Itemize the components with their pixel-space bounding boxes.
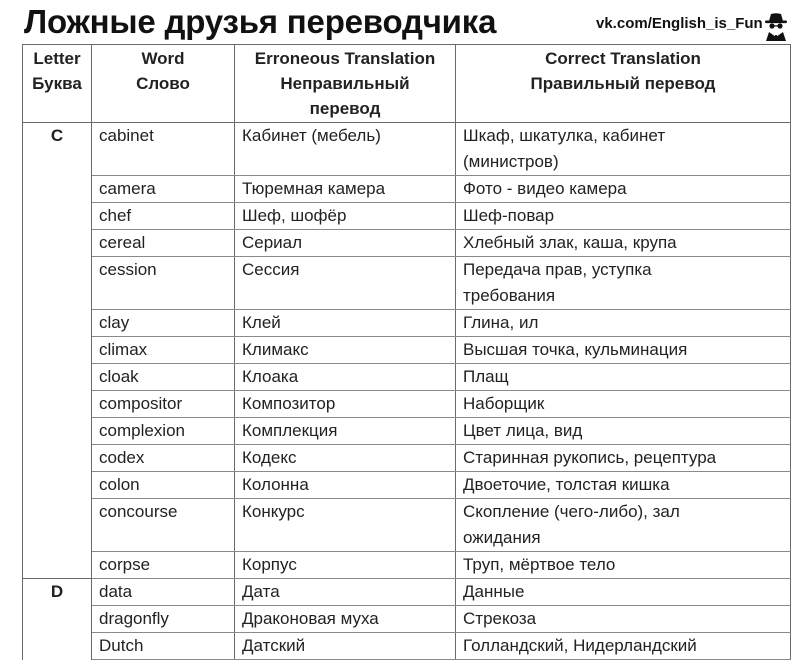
page-title: Ложные друзья переводчика [24,3,497,40]
header-line: Correct Translation [545,49,701,68]
correct-translation-cell [456,499,791,552]
erroneous-translation-cell: Корпус [235,552,456,579]
word-cell: dragonfly [92,606,235,633]
erroneous-translation-cell: Кодекс [235,445,456,472]
erroneous-translation-cell: Комплекция [235,418,456,445]
erroneous-translation-cell: Шеф, шофёр [235,203,456,230]
correct-translation-line: ожидания [463,528,541,547]
word-cell: corpse [92,552,235,579]
erroneous-translation-cell: Колонна [235,472,456,499]
correct-translation-line: Старинная рукопись, рецептура [463,448,717,467]
correct-translation-line: Труп, мёртвое тело [463,555,616,574]
erroneous-translation-cell: Датский [235,633,456,660]
word-cell: complexion [92,418,235,445]
correct-translation-line: Данные [463,582,525,601]
table-header-row [23,45,791,123]
word-cell: Dutch [92,633,235,660]
word-cell: chef [92,203,235,230]
correct-translation-cell [456,257,791,310]
table-row [23,123,791,176]
site-link[interactable]: vk.com/English_is_Fun [596,15,763,32]
correct-translation-cell [456,123,791,176]
erroneous-translation-cell: Тюремная камера [235,176,456,203]
table-row [23,257,791,310]
correct-translation-cell [456,391,791,418]
correct-translation-line: Высшая точка, кульминация [463,340,688,359]
table-row [23,418,791,445]
word-cell: data [92,579,235,606]
word-cell: cabinet [92,123,235,176]
erroneous-translation-cell: Конкурс [235,499,456,552]
table-row [23,310,791,337]
header-line: Letter [33,49,81,68]
word-cell: concourse [92,499,235,552]
table-row [23,499,791,552]
correct-translation-line: Передача прав, уступка [463,260,652,279]
word-cell: cereal [92,230,235,257]
correct-translation-cell [456,230,791,257]
table-row [23,203,791,230]
erroneous-translation-cell: Драконовая муха [235,606,456,633]
erroneous-translation-cell: Клоака [235,364,456,391]
correct-translation-line: Скопление (чего-либо), зал [463,502,680,521]
correct-translation-cell [456,552,791,579]
correct-translation-cell [456,472,791,499]
column-header-word [92,45,235,123]
column-header-correct [456,45,791,123]
word-cell: cession [92,257,235,310]
header-line: Erroneous Translation [254,49,436,68]
word-cell: codex [92,445,235,472]
table-row [23,579,791,606]
erroneous-translation-cell: Сериал [235,230,456,257]
erroneous-translation-cell: Дата [235,579,456,606]
correct-translation-line: Фото - видео камера [463,179,627,198]
table-row [23,364,791,391]
header-line: перевод [309,99,381,118]
correct-translation-line: Двоеточие, толстая кишка [463,475,670,494]
word-cell: camera [92,176,235,203]
correct-translation-line: Цвет лица, вид [463,421,583,440]
correct-translation-cell [456,445,791,472]
word-cell: cloak [92,364,235,391]
table-row [23,176,791,203]
correct-translation-line: Глина, ил [463,313,539,332]
erroneous-translation-cell: Кабинет (мебель) [235,123,456,176]
false-friends-table [22,44,791,660]
correct-translation-cell [456,364,791,391]
column-header-letter [23,45,92,123]
erroneous-translation-cell: Клей [235,310,456,337]
letter-cell: C [23,123,92,579]
correct-translation-line: Плащ [463,367,509,386]
header-line: Word [141,49,185,68]
correct-translation-cell [456,633,791,660]
table-row [23,337,791,364]
correct-translation-line: Шкаф, шкатулка, кабинет [463,126,666,145]
correct-translation-cell [456,418,791,445]
correct-translation-line: Стрекоза [463,609,537,628]
correct-translation-cell [456,337,791,364]
correct-translation-line: Шеф-повар [463,206,555,225]
correct-translation-cell [456,310,791,337]
header-line: Слово [136,74,190,93]
correct-translation-cell [456,203,791,230]
correct-translation-line: требования [463,286,556,305]
header-line: Неправильный [280,74,410,93]
word-cell: clay [92,310,235,337]
erroneous-translation-cell: Сессия [235,257,456,310]
correct-translation-cell [456,606,791,633]
table-row [23,633,791,660]
table-row [23,445,791,472]
table-row [23,230,791,257]
spy-icon [760,10,792,42]
table-row [23,552,791,579]
word-cell: climax [92,337,235,364]
column-header-erroneous [235,45,456,123]
table-body [23,123,791,660]
correct-translation-cell [456,579,791,606]
word-cell: colon [92,472,235,499]
correct-translation-line: (министров) [463,152,559,171]
header-line: Правильный перевод [530,74,716,93]
correct-translation-line: Хлебный злак, каша, крупа [463,233,677,252]
correct-translation-cell [456,176,791,203]
letter-cell: D [23,579,92,660]
correct-translation-line: Наборщик [463,394,545,413]
correct-translation-line: Голландский, Нидерландский [463,636,697,655]
header-line: Буква [32,74,82,93]
table-row [23,472,791,499]
header [0,0,807,46]
erroneous-translation-cell: Климакс [235,337,456,364]
table-row [23,391,791,418]
word-cell: compositor [92,391,235,418]
erroneous-translation-cell: Композитор [235,391,456,418]
table-row [23,606,791,633]
